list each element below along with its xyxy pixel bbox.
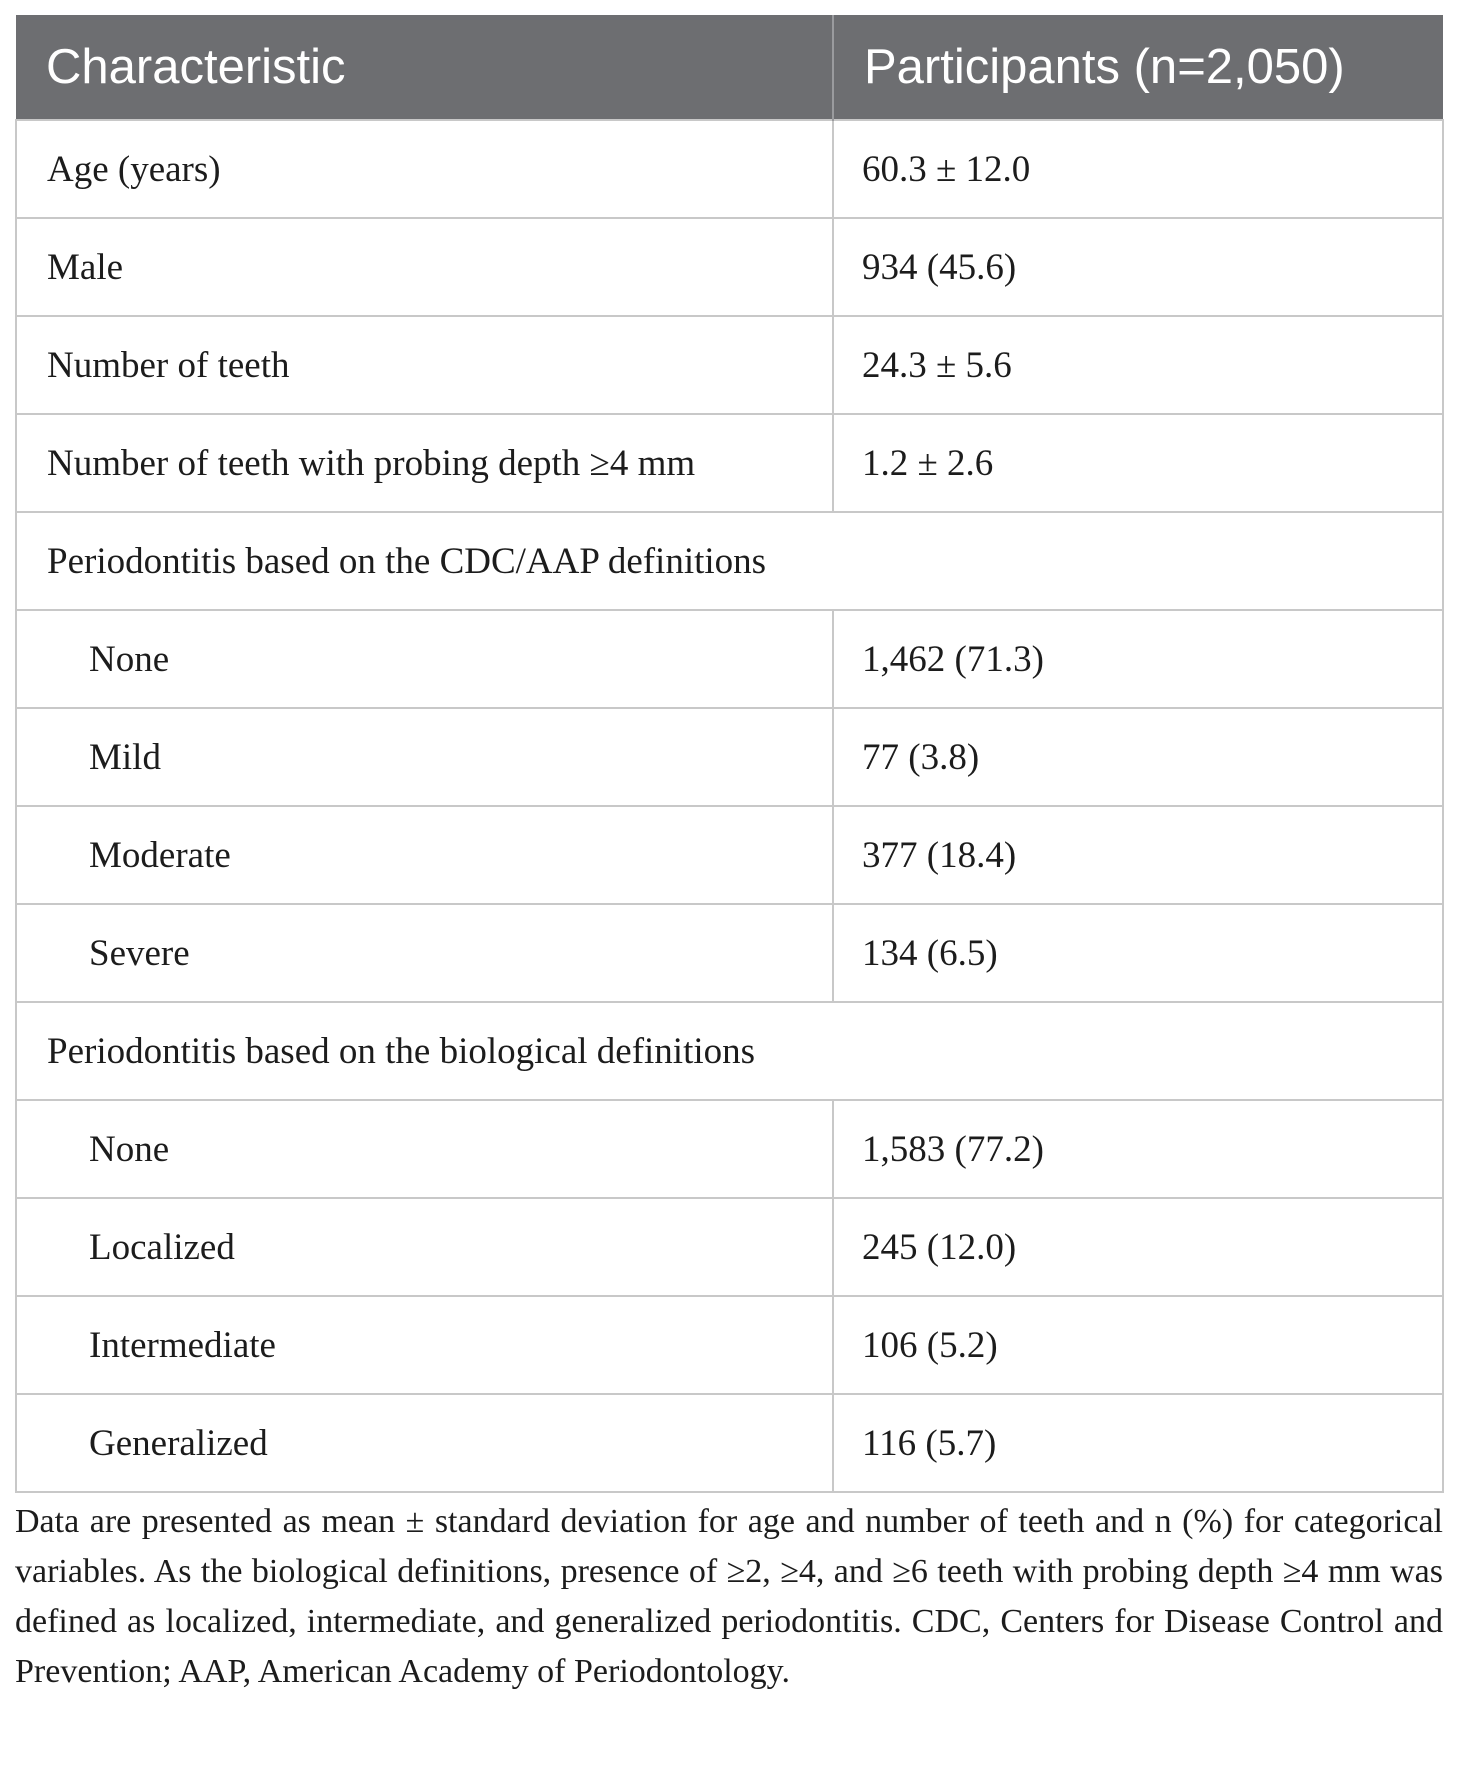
row-value: 1,583 (77.2) (833, 1100, 1443, 1198)
group-title-cdc-aap: Periodontitis based on the CDC/AAP definitions (16, 512, 1443, 610)
group-header-row (16, 512, 1443, 610)
row-value: 245 (12.0) (833, 1198, 1443, 1296)
header-participants: Participants (n=2,050) (833, 15, 1443, 120)
row-value: 1,462 (71.3) (833, 610, 1443, 708)
table-row (16, 708, 1443, 806)
table-row (16, 218, 1443, 316)
table-row (16, 316, 1443, 414)
table-row (16, 1198, 1443, 1296)
row-label: None (16, 1100, 833, 1198)
row-label: Localized (16, 1198, 833, 1296)
row-value: 106 (5.2) (833, 1296, 1443, 1394)
table-row (16, 414, 1443, 512)
table-row (16, 610, 1443, 708)
row-label: Number of teeth with probing depth ≥4 mm (16, 414, 833, 512)
row-label: Age (years) (16, 120, 833, 218)
table-row (16, 1100, 1443, 1198)
characteristics-table (15, 15, 1444, 1493)
table-row (16, 1296, 1443, 1394)
row-value: 24.3 ± 5.6 (833, 316, 1443, 414)
table-row (16, 120, 1443, 218)
table-row (16, 806, 1443, 904)
row-label: Generalized (16, 1394, 833, 1492)
row-value: 934 (45.6) (833, 218, 1443, 316)
header-row (16, 15, 1443, 120)
row-label: Number of teeth (16, 316, 833, 414)
group-header-row (16, 1002, 1443, 1100)
row-value: 134 (6.5) (833, 904, 1443, 1002)
row-label: None (16, 610, 833, 708)
header-characteristic: Characteristic (16, 15, 833, 120)
table-row (16, 904, 1443, 1002)
row-label: Intermediate (16, 1296, 833, 1394)
row-value: 377 (18.4) (833, 806, 1443, 904)
table-footnote: Data are presented as mean ± standard deviation for age and number of teeth and n (%) for categorical variables. As the biological definitions, presence of ≥2, ≥4, and ≥6 teeth with probing depth ≥4 mm was defined as localized, intermediate, and generalized periodontitis. CDC, Centers for Disease Control and Prevention; AAP, American Academy of Periodontology. (15, 1503, 1443, 1690)
row-label: Male (16, 218, 833, 316)
row-value: 60.3 ± 12.0 (833, 120, 1443, 218)
row-value: 77 (3.8) (833, 708, 1443, 806)
row-value: 116 (5.7) (833, 1394, 1443, 1492)
row-label: Moderate (16, 806, 833, 904)
row-label: Mild (16, 708, 833, 806)
group-title-biological: Periodontitis based on the biological definitions (16, 1002, 1443, 1100)
table-row (16, 1394, 1443, 1492)
characteristics-table-container (15, 15, 1442, 1493)
row-value: 1.2 ± 2.6 (833, 414, 1443, 512)
row-label: Severe (16, 904, 833, 1002)
